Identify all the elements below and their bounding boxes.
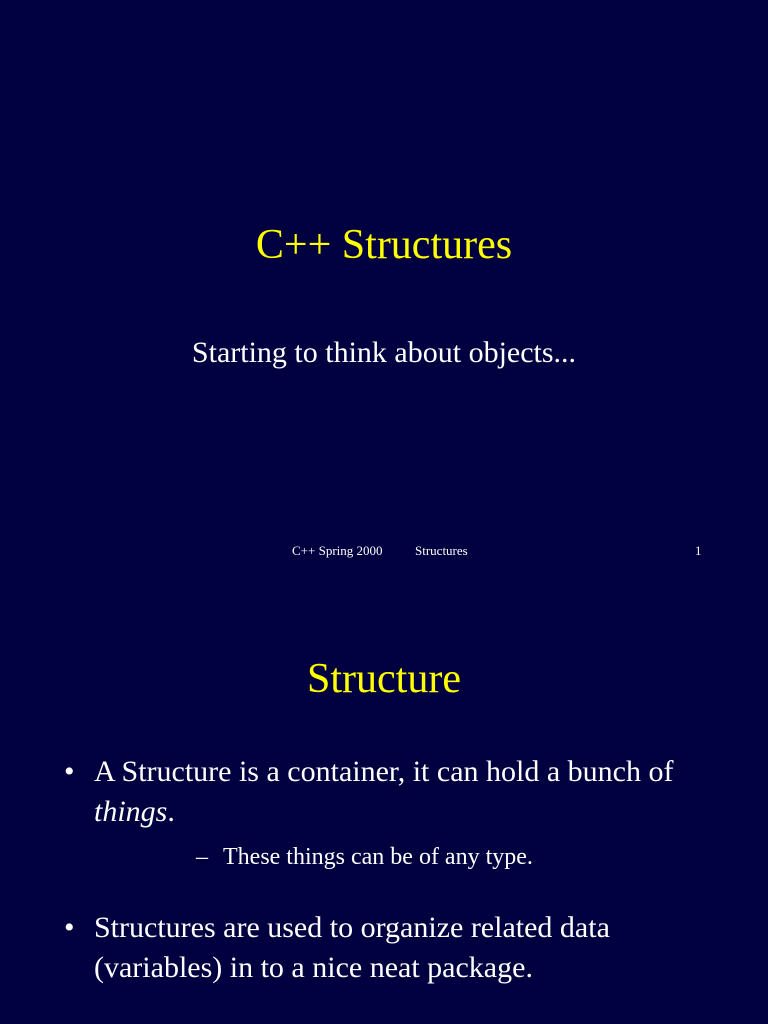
bullet-text-end: . <box>167 795 175 828</box>
slide-1-subtitle: Starting to think about objects... <box>191 336 577 369</box>
sub-bullet-item <box>94 842 708 872</box>
sub-bullet-text: These things can be of any type. <box>223 844 533 870</box>
bullet-dot-icon: • <box>64 911 75 944</box>
footer-course: C++ Spring 2000 <box>292 543 383 558</box>
bullet-text: Structures are used to organize related data (variables) in to a nice neat package. <box>94 911 610 984</box>
slide-2 <box>0 576 768 1024</box>
footer-topic: Structures <box>415 543 468 558</box>
slide-1-title: C++ Structures <box>255 222 513 268</box>
bullet-item <box>0 752 768 872</box>
bullet-item <box>0 908 768 988</box>
slide-2-title: Structure <box>307 656 461 702</box>
footer-page-number: 1 <box>695 543 702 558</box>
bullet-list <box>0 752 768 988</box>
bullet-dot-icon: • <box>64 755 75 788</box>
sub-bullet-dash-icon: – <box>196 844 208 870</box>
bullet-text: A Structure is a container, it can hold a bunch of <box>94 755 674 788</box>
bullet-text-emphasis: things <box>94 795 168 828</box>
